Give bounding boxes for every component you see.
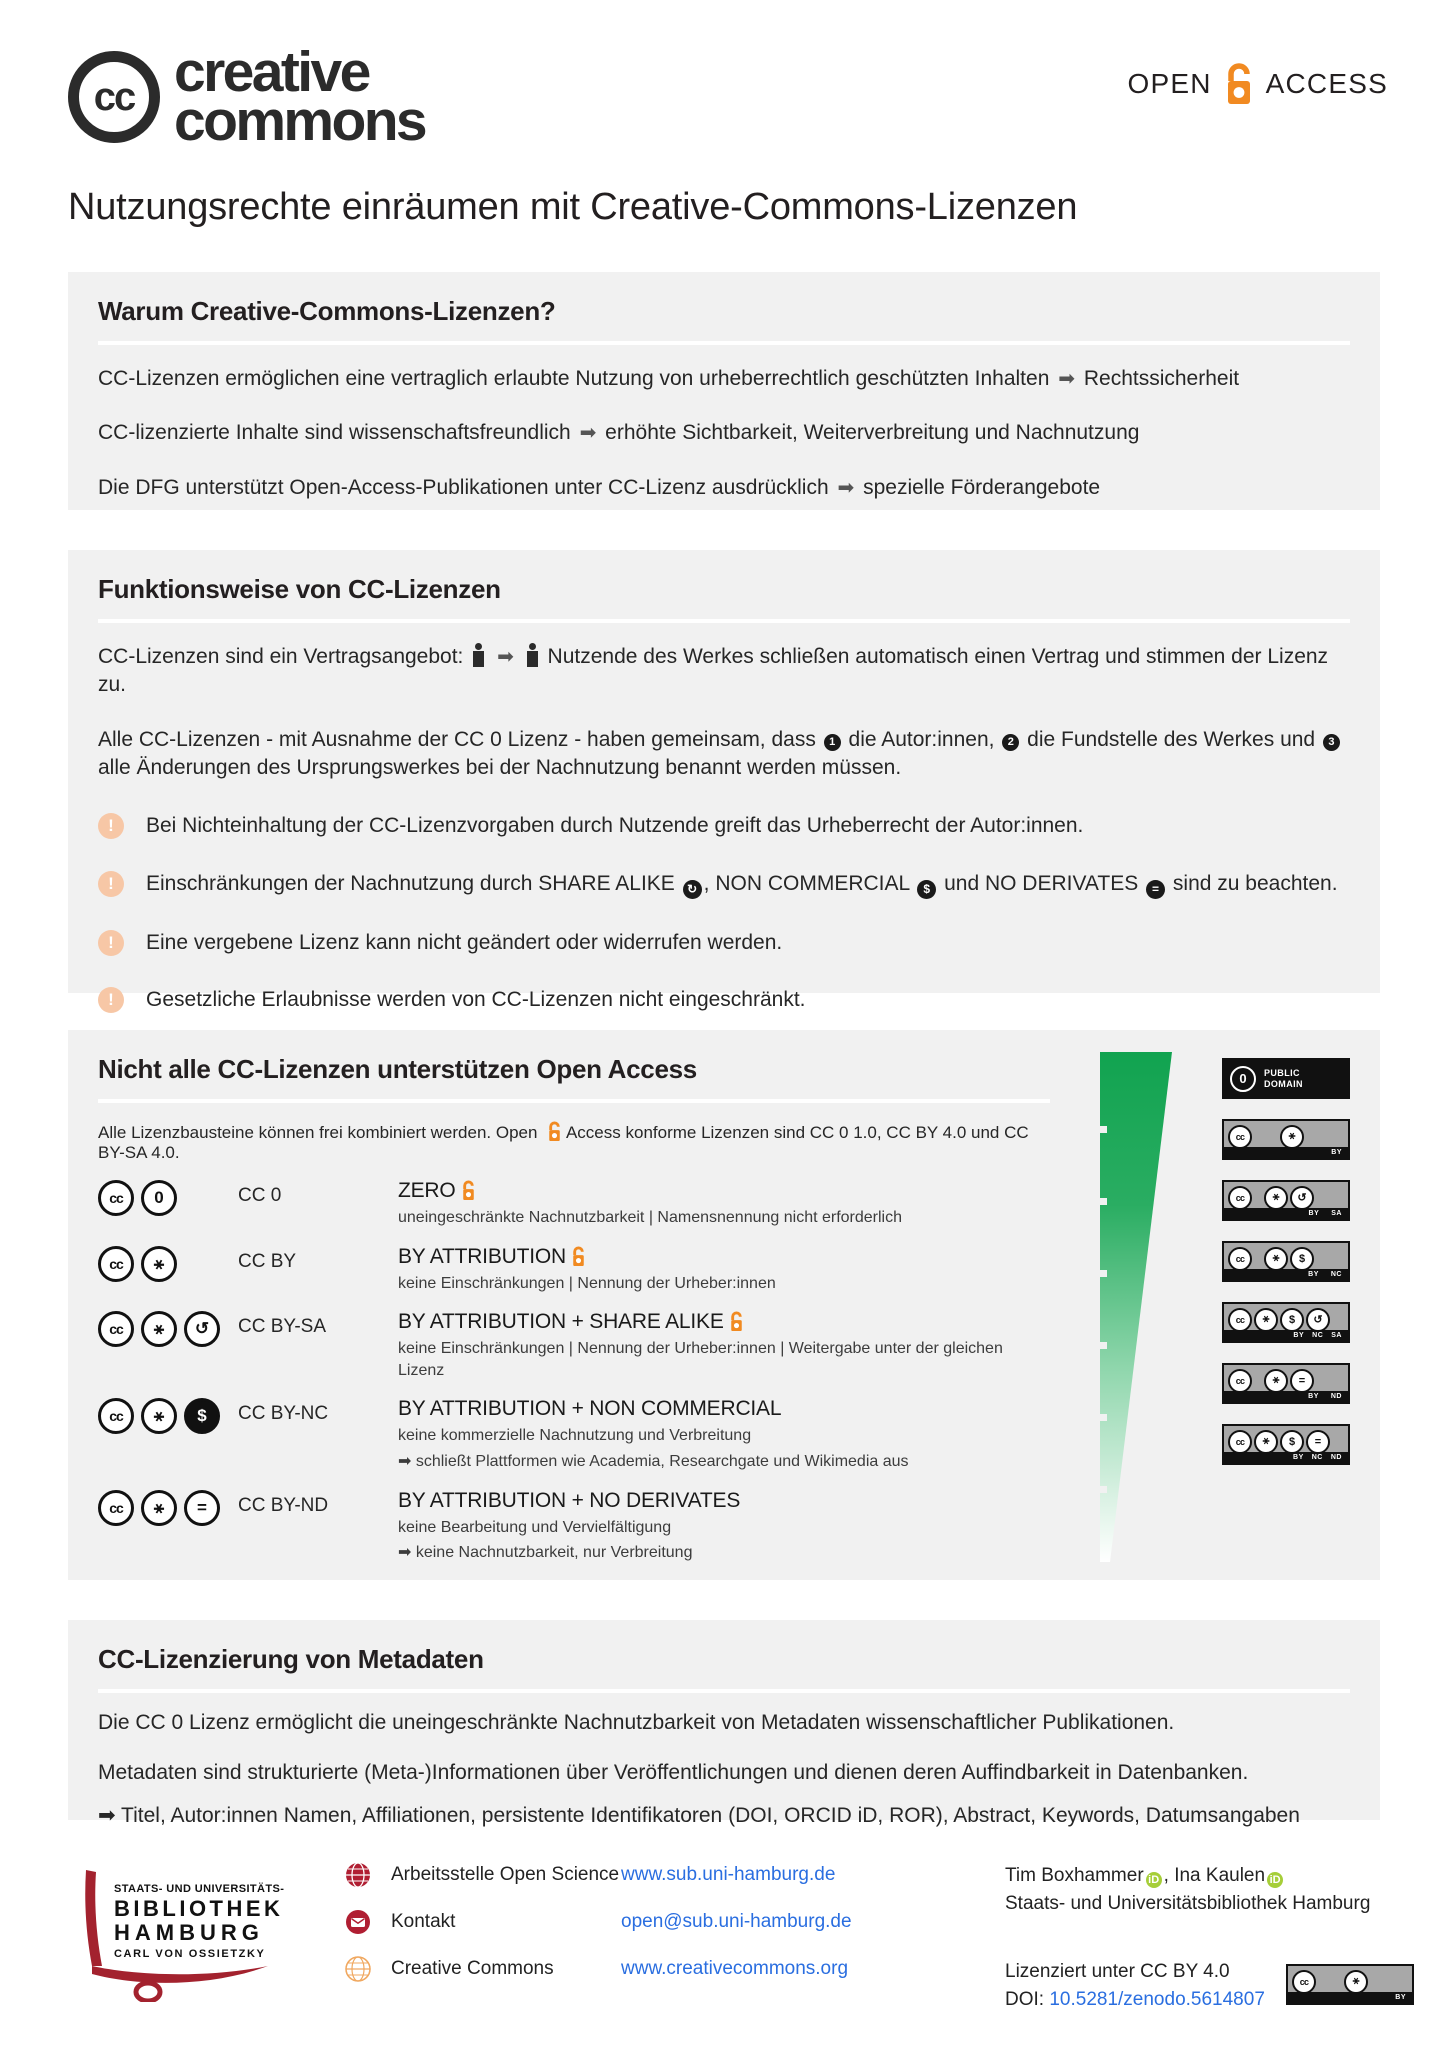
section-metadata-body <box>68 1693 1380 1856</box>
zero-icon: 0 <box>1230 1066 1256 1092</box>
license-title: BY ATTRIBUTION + NON COMMERCIAL <box>398 1397 782 1421</box>
bullet-text: Bei Nichteinhaltung der CC-Lizenzvorgaben durch Nutzende greift das Urheberrecht der Autor:innen. <box>146 814 1084 838</box>
number-2-icon: 2 <box>1002 734 1019 751</box>
contact-link[interactable]: open@sub.uni-hamburg.de <box>621 1911 852 1932</box>
cc-wordmark-line2: commons <box>174 89 426 154</box>
page-title: Nutzungsrechte einräumen mit Creative-Commons-Lizenzen <box>68 186 1078 228</box>
license-title: BY ATTRIBUTION + NO DERIVATES <box>398 1488 741 1512</box>
creative-commons-logo <box>68 40 426 154</box>
bullet-item <box>98 812 1350 839</box>
how-paragraph-2 <box>98 726 1350 783</box>
contact-label: Kontakt <box>391 1911 456 1932</box>
badge-label: BY <box>1293 1454 1304 1461</box>
metadata-line-3: ➡ Titel, Autor:innen Namen, Affiliationen, persistente Identifikatoren (DOI, ORCID iD, ROR), Abstract, Keywords, Datumsangaben <box>98 1803 1300 1827</box>
license-sub: keine Bearbeitung und Vervielfältigung <box>398 1518 672 1536</box>
section-how-heading: Funktionsweise von CC-Lizenzen <box>98 574 501 604</box>
contact-list <box>345 1862 852 2003</box>
license-description <box>398 1245 1050 1295</box>
badge-label-bar <box>1224 1208 1348 1219</box>
why-line-3-before: Die DFG unterstützt Open-Access-Publikationen unter CC-Lizenz ausdrücklich <box>98 475 829 499</box>
bullet-item <box>98 929 1350 956</box>
doi-label: DOI: <box>1005 1988 1045 2010</box>
cc-by-nd-badge <box>1222 1363 1350 1404</box>
badge-label: NC <box>1311 1454 1323 1461</box>
globe-icon <box>345 1862 371 1888</box>
sub-logo-line3: HAMBURG <box>114 1920 264 1945</box>
sub-logo-line2: BIBLIOTHEK <box>114 1896 284 1921</box>
contact-label: Creative Commons <box>391 1958 554 1979</box>
attribution-icon: ⚹ <box>1264 1186 1288 1210</box>
license-row <box>98 1245 1050 1295</box>
warning-icon: ! <box>98 813 124 839</box>
cc-wordmark <box>174 40 426 154</box>
section-licenses-heading: Nicht alle CC-Lizenzen unterstützen Open Access <box>98 1054 697 1084</box>
open-access-badge <box>1127 62 1388 106</box>
cc-icon: cc <box>1228 1186 1252 1210</box>
public-domain-line1: PUBLIC <box>1264 1068 1300 1079</box>
cc-icon: cc <box>98 1180 134 1216</box>
cc-wordmark-line1: creative <box>174 40 369 104</box>
section-why-heading: Warum Creative-Commons-Lizenzen? <box>98 296 556 326</box>
attribution-icon: ⚹ <box>141 1398 177 1434</box>
orcid-icon[interactable]: iD <box>1267 1872 1283 1888</box>
license-title: BY ATTRIBUTION + SHARE ALIKE <box>398 1310 724 1334</box>
cc-by-nc-nd-badge <box>1222 1424 1350 1465</box>
cc-circle-label: cc <box>93 75 135 120</box>
arrow-icon: ➡ <box>1058 368 1075 390</box>
cc-by-nc-sa-badge <box>1222 1302 1350 1343</box>
contact-link[interactable]: www.sub.uni-hamburg.de <box>621 1864 836 1885</box>
non-commercial-icon: $ <box>917 880 936 899</box>
arrow-icon: ➡ <box>497 646 514 668</box>
license-description <box>398 1397 1050 1472</box>
public-domain-line2: DOMAIN <box>1264 1078 1303 1089</box>
how-paragraph-1 <box>98 643 1350 700</box>
sub-hamburg-logo <box>78 1862 288 2007</box>
license-openness-panel <box>1100 1052 1350 1562</box>
license-sub: keine kommerzielle Nachnutzung und Verbreitung <box>398 1427 752 1445</box>
badge-label: ND <box>1330 1393 1342 1400</box>
license-title-wrap <box>398 1179 1050 1203</box>
badge-label: BY <box>1395 1994 1406 2001</box>
attribution-icon: ⚹ <box>141 1311 177 1347</box>
how-p2-c: die Fundstelle des Werkes und <box>1027 727 1316 751</box>
cc-by-badge <box>1286 1964 1414 2005</box>
cc-icon: cc <box>1228 1369 1252 1393</box>
badge-label: BY <box>1331 1149 1342 1156</box>
license-sub-2: ➡ keine Nachnutzbarkeit, nur Verbreitung <box>398 1544 693 1562</box>
license-code: CC BY <box>238 1250 297 1272</box>
no-derivates-icon: = <box>1306 1430 1330 1454</box>
how-p1-b: Nutzende des Werkes schließen automatisch einen Vertrag und stimmen der Lizenz zu. <box>98 645 1329 697</box>
cc-by-nc-badge <box>1222 1241 1350 1282</box>
open-access-right-label: ACCESS <box>1265 68 1388 99</box>
number-1-icon: 1 <box>824 734 841 751</box>
license-title-wrap <box>398 1245 1050 1269</box>
no-derivates-icon: = <box>1146 880 1165 899</box>
warning-icon: ! <box>98 871 124 897</box>
cc-icon: cc <box>1228 1430 1252 1454</box>
badge-label: ND <box>1330 1454 1342 1461</box>
attribution-icon: ⚹ <box>1254 1430 1278 1454</box>
open-access-lock-icon <box>729 1311 744 1332</box>
credit-authors <box>1005 1862 1370 1890</box>
license-glyphs <box>98 1489 238 1526</box>
license-title-wrap <box>398 1310 1050 1334</box>
author-1: Tim Boxhammer <box>1005 1865 1144 1886</box>
license-sub: uneingeschränkte Nachnutzbarkeit | Namensnennung nicht erforderlich <box>398 1209 903 1226</box>
globe-icon <box>345 1956 371 1982</box>
cc-badge-column <box>1222 1058 1350 1465</box>
attribution-icon: ⚹ <box>1264 1369 1288 1393</box>
section-metadata-heading: CC-Lizenzierung von Metadaten <box>98 1644 484 1674</box>
footer-license-text: Lizenziert unter CC BY 4.0 <box>1005 1961 1230 1982</box>
sub-logo-line1: STAATS- UND UNIVERSITÄTS- <box>114 1883 285 1895</box>
license-code: CC BY-ND <box>238 1494 329 1516</box>
open-access-lock-icon <box>571 1246 586 1267</box>
cc-icon: cc <box>98 1246 134 1282</box>
why-line-2-before: CC-lizenzierte Inhalte sind wissenschaftsfreundlich <box>98 421 571 445</box>
badge-label: SA <box>1331 1332 1342 1339</box>
credit-block <box>1005 1862 1370 1917</box>
badge-label-bar <box>1224 1391 1348 1402</box>
attribution-icon: ⚹ <box>1264 1247 1288 1271</box>
licenses-intro-b: Access konforme Lizenzen sind CC 0 1.0, CC BY 4.0 und CC BY-SA 4.0. <box>98 1123 1029 1162</box>
contact-row <box>345 1862 852 1888</box>
how-p2-a: Alle CC-Lizenzen - mit Ausnahme der CC 0 Lizenz - haben gemeinsam, dass <box>98 727 816 751</box>
page-footer <box>0 1838 1448 2048</box>
license-description <box>398 1489 1050 1564</box>
attribution-icon: ⚹ <box>1344 1970 1368 1994</box>
badge-label-bar <box>1224 1269 1348 1280</box>
license-row <box>98 1397 1050 1472</box>
contact-row <box>345 1956 852 1982</box>
badge-label: BY <box>1293 1332 1305 1339</box>
non-commercial-icon: $ <box>1290 1247 1314 1271</box>
badge-label-bar <box>1224 1147 1348 1158</box>
why-line-2-after: erhöhte Sichtbarkeit, Weiterverbreitung und Nachnutzung <box>605 421 1140 445</box>
cc-icon: cc <box>1292 1970 1316 1994</box>
bullet-text-d: sind zu beachten. <box>1172 871 1338 895</box>
licenses-intro <box>98 1121 1050 1169</box>
zero-icon: 0 <box>141 1180 177 1216</box>
open-access-lock-icon <box>547 1121 562 1142</box>
person-icon <box>473 643 484 667</box>
license-sub: keine Einschränkungen | Nennung der Urheber:innen | Weitergabe unter der gleichen Lizenz <box>398 1340 1003 1379</box>
why-line-3 <box>98 474 1350 502</box>
non-commercial-icon: $ <box>1280 1308 1304 1332</box>
arrow-icon: ➡ <box>837 476 855 499</box>
license-row <box>98 1310 1050 1381</box>
license-glyphs <box>98 1179 238 1216</box>
badge-label: BY <box>1308 1210 1320 1217</box>
badge-label-bar <box>1224 1330 1348 1341</box>
warning-icon: ! <box>98 930 124 956</box>
mail-icon <box>345 1909 371 1935</box>
attribution-icon: ⚹ <box>141 1490 177 1526</box>
badge-label: BY <box>1308 1393 1319 1400</box>
page-header <box>0 0 1448 250</box>
license-code: CC 0 <box>238 1185 282 1206</box>
person-icon <box>527 643 538 667</box>
author-2: , Ina Kaulen <box>1163 1865 1266 1886</box>
section-why-body <box>68 345 1380 528</box>
how-p2-d: alle Änderungen des Ursprungswerkes bei der Nachnutzung benannt werden müssen. <box>98 756 902 780</box>
bullet-text: Eine vergebene Lizenz kann nicht geändert oder widerrufen werden. <box>146 930 783 954</box>
no-derivates-icon: = <box>184 1490 220 1526</box>
cc-icon: cc <box>1228 1247 1252 1271</box>
footer-license-block <box>1005 1958 1265 2013</box>
how-bullet-list <box>98 812 1350 1013</box>
license-title: BY ATTRIBUTION <box>398 1244 566 1268</box>
contact-row <box>345 1909 852 1935</box>
badge-label-bar <box>1288 1992 1412 2003</box>
section-why <box>68 272 1380 510</box>
cc-by-badge <box>1222 1119 1350 1160</box>
section-how <box>68 550 1380 1011</box>
public-domain-badge <box>1222 1058 1350 1099</box>
open-access-lock-icon <box>1224 62 1254 106</box>
why-line-1-before: CC-Lizenzen ermöglichen eine vertraglich erlaubte Nutzung von urheberrechtlich geschützten Inhalten <box>98 367 1050 390</box>
credit-institution: Staats- und Universitätsbibliothek Hamburg <box>1005 1892 1371 1914</box>
license-code: CC BY-NC <box>238 1403 329 1425</box>
section-metadata <box>68 1620 1380 1827</box>
license-glyphs <box>98 1397 238 1434</box>
badge-label: SA <box>1331 1210 1342 1217</box>
open-access-left-label: OPEN <box>1127 68 1212 99</box>
footer-cc-by-badge <box>1286 1964 1414 2005</box>
licenses-intro-a: Alle Lizenzbausteine können frei kombiniert werden. Open <box>98 1123 538 1142</box>
license-glyphs <box>98 1245 238 1282</box>
badge-label: BY <box>1308 1271 1319 1278</box>
openness-gradient-wedge <box>1100 1052 1186 1562</box>
metadata-line-2: Metadaten sind strukturierte (Meta-)Informationen über Veröffentlichungen und dienen deren Auffindbarkeit in Datenbanken. <box>98 1761 1249 1785</box>
attribution-icon: ⚹ <box>1280 1125 1304 1149</box>
bullet-item <box>98 870 1350 899</box>
share-alike-icon: ↻ <box>683 880 702 899</box>
license-sub: keine Einschränkungen | Nennung der Urheber:innen <box>398 1274 776 1292</box>
licenses-table <box>98 1179 1050 1564</box>
license-code: CC BY-SA <box>238 1316 326 1338</box>
why-line-1 <box>98 365 1350 393</box>
orcid-icon[interactable]: iD <box>1146 1872 1162 1888</box>
bullet-text-b: , NON COMMERCIAL <box>703 871 910 895</box>
license-row <box>98 1489 1050 1564</box>
cc-icon: cc <box>98 1398 134 1434</box>
open-access-lock-icon <box>461 1180 476 1201</box>
cc-by-sa-badge <box>1222 1180 1350 1221</box>
metadata-line-1: Die CC 0 Lizenz ermöglicht die uneingeschränkte Nachnutzbarkeit von Metadaten wissenschaftlicher Publikationen. <box>98 1711 1175 1734</box>
share-alike-icon: ↺ <box>1290 1186 1314 1210</box>
badge-label: NC <box>1312 1332 1324 1339</box>
how-p1-a: CC-Lizenzen sind ein Vertragsangebot: <box>98 645 464 668</box>
no-derivates-icon: = <box>1290 1369 1314 1393</box>
section-how-body <box>68 623 1380 1043</box>
arrow-icon: ➡ <box>579 422 597 445</box>
license-title: ZERO <box>398 1179 456 1202</box>
bullet-text-c: und NO DERIVATES <box>944 871 1139 895</box>
attribution-icon: ⚹ <box>141 1246 177 1282</box>
license-glyphs <box>98 1310 238 1347</box>
license-description <box>398 1310 1050 1381</box>
sub-logo-mark <box>78 1862 288 2002</box>
cc-icon: cc <box>1228 1308 1252 1332</box>
license-description <box>398 1179 1050 1229</box>
bullet-text: Gesetzliche Erlaubnisse werden von CC-Lizenzen nicht eingeschränkt. <box>146 987 806 1011</box>
non-commercial-icon: $ <box>184 1398 220 1434</box>
cc-icon: cc <box>98 1490 134 1526</box>
why-line-3-after: spezielle Förderangebote <box>863 475 1101 499</box>
sub-logo-line4: CARL VON OSSIETZKY <box>114 1948 266 1960</box>
cc-icon: cc <box>98 1311 134 1347</box>
contact-link[interactable]: www.creativecommons.org <box>621 1958 849 1979</box>
badge-label: NC <box>1330 1271 1342 1278</box>
bullet-text <box>146 870 1338 899</box>
bullet-item <box>98 986 1350 1013</box>
number-3-icon: 3 <box>1323 734 1340 751</box>
attribution-icon: ⚹ <box>1254 1308 1278 1332</box>
warning-icon: ! <box>98 987 124 1013</box>
cc-circle-icon <box>68 51 160 143</box>
badge-label-bar <box>1224 1452 1348 1463</box>
doi-link[interactable]: 10.5281/zenodo.5614807 <box>1049 1988 1265 2010</box>
license-sub-2: ➡ schließt Plattformen wie Academia, Researchgate und Wikimedia aus <box>398 1452 909 1470</box>
share-alike-icon: ↺ <box>184 1311 220 1347</box>
non-commercial-icon: $ <box>1280 1430 1304 1454</box>
how-p2-b: die Autor:innen, <box>848 727 995 751</box>
bullet-text-a: Einschränkungen der Nachnutzung durch SHARE ALIKE <box>146 871 675 895</box>
public-domain-label <box>1264 1068 1303 1089</box>
license-row <box>98 1179 1050 1229</box>
why-line-2 <box>98 419 1350 447</box>
why-line-1-after: Rechtssicherheit <box>1083 367 1240 390</box>
cc-icon: cc <box>1228 1125 1252 1149</box>
footer-doi <box>1005 1986 1265 2014</box>
contact-label: Arbeitsstelle Open Science <box>391 1864 620 1885</box>
share-alike-icon: ↺ <box>1306 1308 1330 1332</box>
section-licenses <box>68 1030 1380 1580</box>
